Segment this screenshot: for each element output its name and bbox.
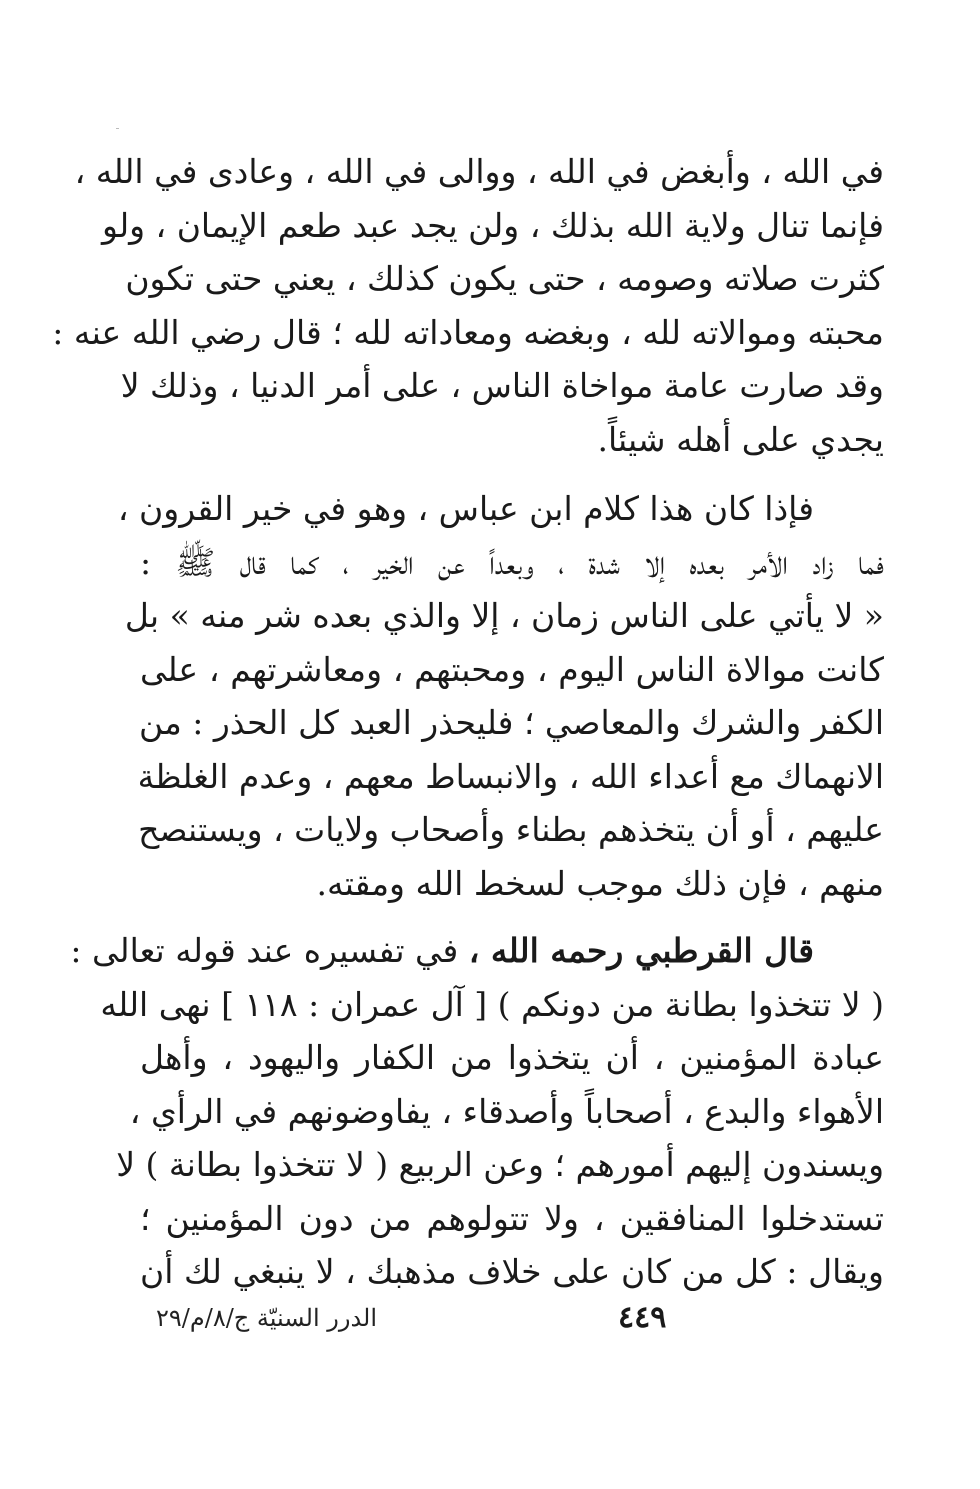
text-line: فإنما تنال ولاية الله بذلك ، ولن يجد عبد طعم الإيمان ، ولو: [102, 205, 884, 245]
text-line: الانهماك مع أعداء الله ، والانبساط معهم ، وعدم الغلظة: [137, 756, 884, 796]
text-line: تستدخلوا المنافقين ، ولا تتولوهم من دون المؤمنين ؛: [140, 1198, 884, 1238]
text-line-content: في تفسيره عند قوله تعالى :: [70, 931, 469, 970]
text-line: فما زاد الأمر بعده إلا شدة ، وبعداً عن الخير ، كما قال ﷺ :: [140, 542, 884, 582]
text-line-content: فإذا كان هذا كلام ابن عباس ، وهو في خير القرون ،: [117, 489, 814, 528]
text-line: ( لا تتخذوا بطانة من دونكم ) [ آل عمران : ١١٨ ] نهى الله: [100, 984, 884, 1024]
text-line: « لا يأتي على الناس زمان ، إلا والذي بعده شر منه » بل: [124, 596, 884, 635]
text-line-indented: [70, 924, 884, 978]
text-line: يجدي على أهله شيئاً.: [597, 419, 884, 459]
scan-mark: [116, 128, 119, 129]
text-line: ويسندون إليهم أمورهم ؛ وعن الربيع ( لا تتخذوا بطانة ) لا: [116, 1145, 884, 1184]
text-line: ويقال : كل من كان على خلاف مذهبك ، لا ينبغي لك أن: [140, 1252, 884, 1291]
text-line: منهم ، فإن ذلك موجب لسخط الله ومقته.: [316, 863, 884, 903]
text-line: الأهواء والبدع ، أصحاباً وأصدقاء ، يفاوضونهم في الرأي ،: [129, 1091, 884, 1131]
paragraph-1: [52, 145, 884, 466]
paragraph-2: [117, 482, 884, 910]
page-number: ٤٤٩: [618, 1300, 667, 1335]
quoted-author: قال القرطبي رحمه الله ،: [468, 931, 814, 970]
text-line-indented: [117, 482, 884, 536]
text-line: محبته وموالاته لله ، وبغضه ومعاداته لله ؛ قال رضي الله عنه :: [52, 312, 884, 352]
text-line: الكفر والشرك والمعاصي ؛ فليحذر العبد كل الحذر : من: [138, 703, 884, 742]
text-line: في الله ، وأبغض في الله ، ووالى في الله ، وعادى في الله ،: [74, 152, 884, 191]
text-line: عبادة المؤمنين ، أن يتخذوا من الكفار واليهود ، وأهل: [140, 1038, 884, 1077]
text-line: عليهم ، أو أن يتخذهم بطناء وأصحاب ولايات ، ويستنصح: [138, 810, 884, 849]
page-footer: [140, 1300, 884, 1350]
text-line: وقد صارت عامة مواخاة الناس ، على أمر الدنيا ، وذلك لا: [120, 366, 884, 405]
text-line: كثرت صلاته وصومه ، حتى يكون كذلك ، يعني حتى تكون: [125, 259, 884, 298]
source-reference: الدرر السنيّة ج/٨/م/٢٩: [156, 1304, 378, 1332]
text-line: كانت موالاة الناس اليوم ، ومحبتهم ، ومعاشرتهم ، على: [140, 649, 884, 689]
paragraph-3: [70, 924, 884, 1299]
